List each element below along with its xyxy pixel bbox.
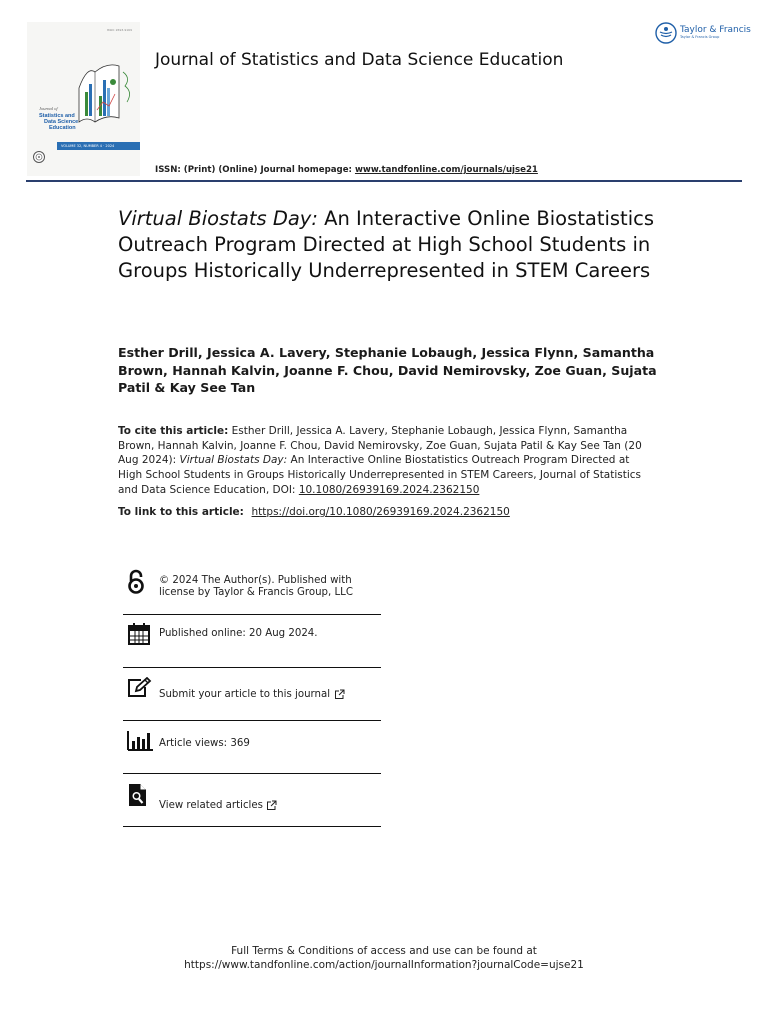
citation-authors: Esther Drill, Jessica A. Lavery, Stephanie Lobaugh, Jessica Flynn, Samantha Brown, Hannah Kalvin, Joanne F. Chou, David Nemirovsky, Zoe Guan, Sujata Patil & Kay See Tan (20 Aug 2024):: [118, 425, 642, 467]
article-info-box: [123, 562, 381, 827]
open-access-icon: [127, 569, 145, 595]
footer-terms-link[interactable]: https://www.tandfonline.com/action/journalInformation?journalCode=ujse21: [184, 959, 584, 971]
publisher-name: Taylor & Francis: [680, 25, 751, 36]
journal-title: Journal of Statistics and Data Science Education: [155, 50, 564, 70]
related-articles-link[interactable]: View related articles: [159, 800, 263, 811]
article-doi-link[interactable]: https://doi.org/10.1080/26939169.2024.2362150: [251, 506, 510, 518]
bar-chart-icon: [127, 731, 153, 751]
cover-title-line1: Journal of: [39, 106, 58, 111]
article-link-label: To link to this article:: [118, 506, 248, 518]
society-seal-icon: [31, 149, 47, 165]
license-row: [123, 562, 381, 615]
citation-title-italic: Virtual Biostats Day:: [179, 454, 288, 467]
cover-issn: ISSN: 2693-9169: [106, 28, 132, 32]
article-link-line: [118, 506, 510, 518]
footer-terms: [0, 944, 768, 972]
article-views: Article views: 369: [159, 738, 250, 749]
license-line2: license by Taylor & Francis Group, LLC: [159, 587, 353, 598]
cover-illustration-icon: [35, 22, 140, 144]
citation-label: To cite this article:: [118, 425, 229, 437]
submit-article-link[interactable]: Submit your article to this journal: [159, 689, 331, 700]
external-link-icon: [266, 800, 277, 811]
publisher-subtitle: Taylor & Francis Group: [680, 35, 720, 40]
citation-doi-link[interactable]: 10.1080/26939169.2024.2362150: [298, 483, 480, 496]
publisher-logo[interactable]: [655, 22, 751, 44]
article-authors: Esther Drill, Jessica A. Lavery, Stephanie Lobaugh, Jessica Flynn, Samantha Brown, Hannah Kalvin, Joanne F. Chou, David Nemirovsky, Zoe Guan, Sujata Patil & Kay See Tan: [118, 345, 657, 395]
taylor-francis-logo-icon: [655, 22, 677, 44]
issn-prefix: ISSN: (Print) (Online) Journal homepage:: [155, 165, 355, 175]
edit-icon: [127, 677, 153, 699]
journal-cover[interactable]: [27, 22, 140, 176]
submit-row[interactable]: [123, 668, 381, 721]
license-line1: © 2024 The Author(s). Published with: [159, 575, 352, 586]
article-title-italic: Virtual Biostats Day:: [118, 207, 318, 230]
cover-title-line4: Education: [49, 125, 76, 131]
published-row: [123, 615, 381, 668]
citation-block: [118, 424, 648, 498]
related-articles-icon: [127, 782, 149, 808]
citation-title-rest: An Interactive Online Biostatistics Outreach Program Directed at High School Students in Groups Historically Underrepresented in STEM Careers, Journal of Statistics and Data Science Education, DOI:: [118, 454, 642, 496]
calendar-icon: [127, 622, 151, 646]
article-title: [118, 206, 658, 284]
journal-homepage-link[interactable]: www.tandfonline.com/journals/ujse21: [354, 165, 538, 175]
footer-line1: Full Terms & Conditions of access and use can be found at: [231, 945, 537, 957]
issn-line: [155, 165, 538, 175]
views-row: [123, 721, 381, 774]
header-divider: [26, 180, 742, 182]
cover-title-line2: Statistics and: [39, 113, 75, 119]
external-link-icon: [334, 689, 345, 700]
published-date: Published online: 20 Aug 2024.: [159, 628, 318, 639]
cover-title-line3: Data Science: [44, 119, 79, 125]
article-title-rest: An Interactive Online Biostatistics Outreach Program Directed at High School Students in Groups Historically Underrepresented in STEM Careers: [118, 207, 654, 282]
cover-band: VOLUME 32, NUMBER 4 · 2024: [57, 142, 140, 150]
related-row[interactable]: [123, 774, 381, 827]
